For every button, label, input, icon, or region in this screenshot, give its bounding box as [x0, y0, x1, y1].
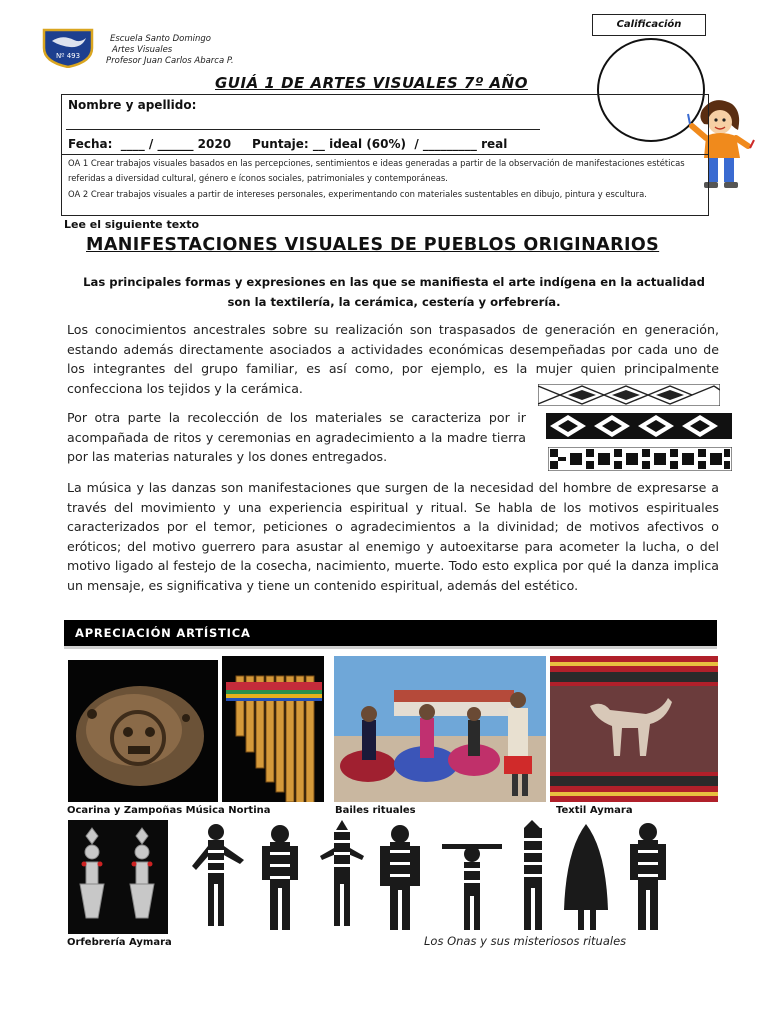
- oa-divider: [61, 154, 709, 155]
- caption-onas: Los Onas y sus misteriosos rituales: [424, 934, 627, 948]
- learning-objectives: [68, 156, 704, 202]
- teacher-name: Profesor Juan Carlos Abarca P.: [106, 56, 234, 66]
- caption-orfebreria: Orfebrería Aymara: [67, 937, 172, 948]
- caption-textil: Textil Aymara: [556, 805, 633, 816]
- section-title: APRECIACIÓN ARTÍSTICA: [75, 626, 251, 640]
- ocarina-photo: [68, 660, 218, 802]
- paragraph-2: Por otra parte la recolección de los materiales se caracteriza por ir acompañada de ritos y ceremonias en agradecimiento a la madre tierra por las materias naturales y los dones entregados.: [67, 410, 526, 464]
- read-instruction: Lee el siguiente texto: [64, 218, 200, 231]
- paragraph-3: La música y las danzas son manifestaciones que surgen de la necesidad del hombre de expresarse a través del movimiento y una experiencia espiritual y ritual. Se habla de los motivos espirituales caracterizados por el temor, peticiones o agradecimientos a la divinidad; de motivos afectivos o eróticos; del motivo guerrero para asustar al enemigo y autoexitarse para acometer la lucha, o del motivo ligado al festejo de la cosecha, nacimiento, muerte. Todo esto explica por qué la danza implica un mensaje, es significativa y tiene un contenido espiritual, además del estético.: [67, 480, 719, 593]
- zampona-photo: [222, 656, 324, 802]
- textil-aymara-photo: [550, 656, 718, 802]
- date-score-row: Fecha: ____ / ______ 2020 Puntaje: __ ideal (60%) / _________ real: [68, 137, 508, 151]
- school-info: [106, 34, 234, 67]
- geometric-pattern-2: [546, 411, 732, 441]
- svg-text:Nº 493: Nº 493: [55, 52, 81, 60]
- bailes-rituales-photo: [334, 656, 546, 802]
- school-name: Escuela Santo Domingo: [110, 34, 211, 44]
- orfebreria-photo: [68, 820, 168, 934]
- main-title: MANIFESTACIONES VISUALES DE PUEBLOS ORIGINARIOS: [86, 235, 660, 255]
- paragraph-1: Los conocimientos ancestrales sobre su realización son traspasados de generación en generación, estando además directamente asociados a actividades económicas desempeñadas por cada uno de los integrantes del grupo familiar, es así como, por ejemplo, es la mujer quien principalmente confecciona los tejidos y la cerámica.: [67, 322, 719, 396]
- school-logo: [40, 28, 96, 68]
- name-label: Nombre y apellido:: [68, 98, 197, 112]
- onas-rituals-photo: [186, 820, 678, 936]
- geometric-pattern-3: [548, 447, 732, 471]
- intro-text: Las principales formas y expresiones en las que se manifiesta el arte indígena en la actualidad son la textilería, la cerámica, cestería y orfebrería.: [83, 275, 705, 309]
- oa2-text: OA 2 Crear trabajos visuales a partir de intereses personales, experimentando con materiales sustentables en dibujo, pintura y escultura.: [68, 188, 647, 199]
- guide-title: GUIÁ 1 DE ARTES VISUALES 7º AÑO: [215, 74, 528, 92]
- caption-ocarina: Ocarina y Zampoñas Música Nortina: [67, 805, 271, 816]
- oa1-text: OA 1 Crear trabajos visuales basados en las percepciones, sentimientos e ideas generadas a partir de la observación de manifestaciones estéticas referidas a diversidad cultural, género e íconos sociales, patrimoniales y contemporáneas.: [68, 158, 685, 184]
- subject-name: Artes Visuales: [112, 45, 173, 55]
- geometric-pattern-1: [538, 384, 720, 406]
- calificacion-box: Calificación: [592, 14, 706, 36]
- caption-bailes: Bailes rituales: [335, 805, 416, 816]
- name-line: [66, 129, 540, 130]
